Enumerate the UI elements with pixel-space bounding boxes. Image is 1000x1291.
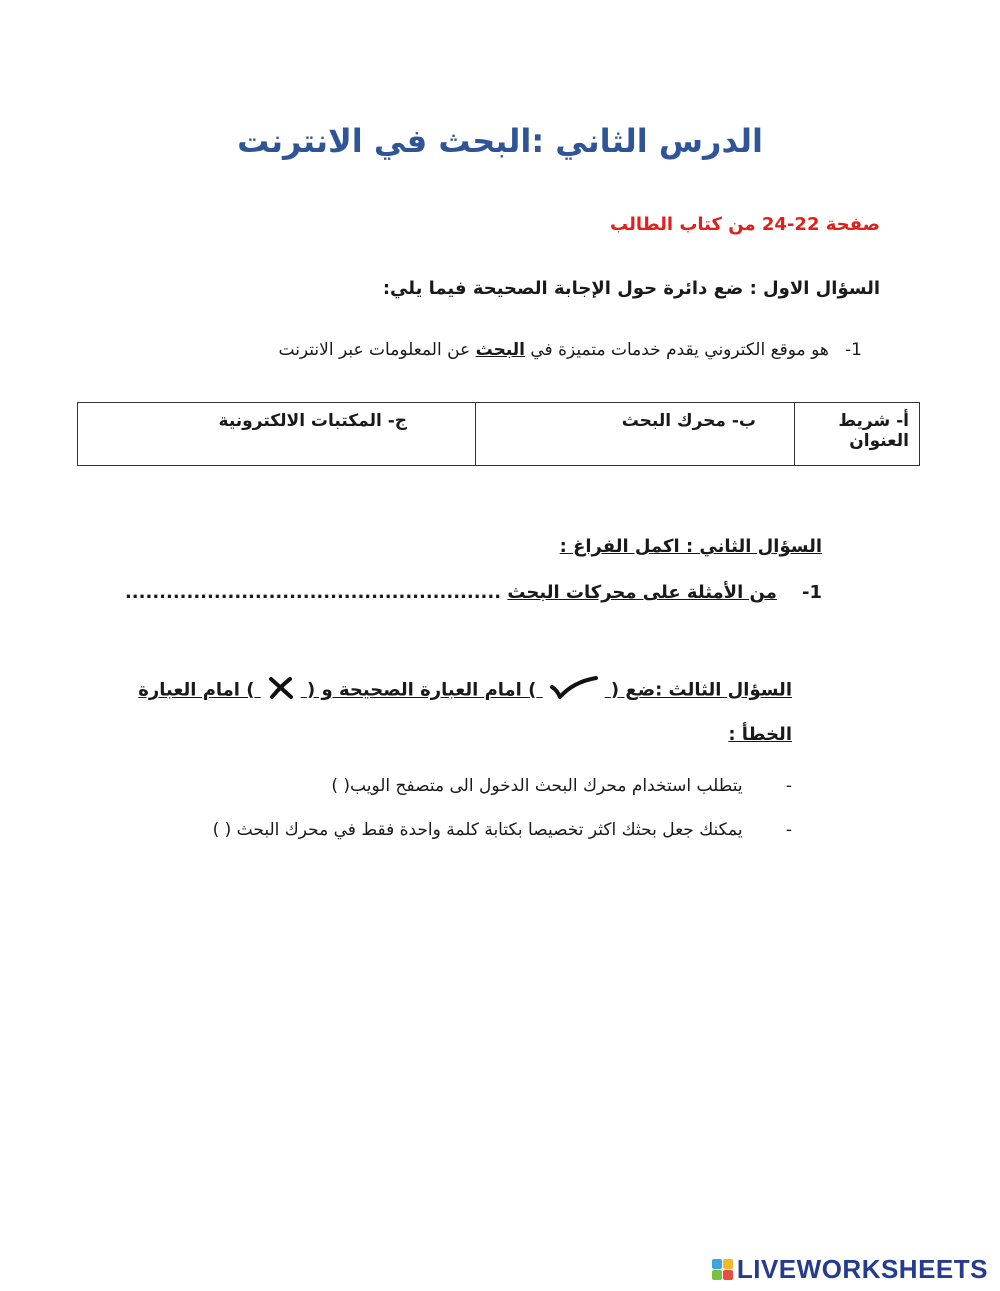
options-table (77, 402, 920, 466)
answer-blank[interactable]: ....................................................... (124, 582, 502, 603)
question3-heading (138, 676, 792, 705)
question1-item-keyword: البحث (475, 340, 525, 360)
option-a[interactable]: أ- شريط العنوان (795, 403, 920, 466)
page-reference: صفحة 22-24 من كتاب الطالب (610, 214, 880, 235)
liveworksheets-logo-icon (712, 1259, 733, 1280)
option-b[interactable]: ب- محرك البحث (476, 403, 795, 466)
question2-item-number: 1- (801, 582, 822, 603)
statement-1 (331, 776, 792, 796)
statement-dash: - (785, 776, 792, 796)
question3-heading-part2: ) امام العبارة الصحيحة و ( (307, 679, 537, 701)
question1-heading: السؤال الاول : ضع دائرة حول الإجابة الصحيحة فيما يلي: (382, 278, 880, 299)
checkmark-icon (549, 676, 599, 705)
page-title: الدرس الثاني :البحث في الانترنت (237, 122, 763, 160)
question2-heading: السؤال الثاني : اكمل الفراغ : (559, 536, 822, 557)
option-c[interactable]: ج- المكتبات الالكترونية (78, 403, 476, 466)
statement-text[interactable]: يمكنك جعل بحثك اكثر تخصيصا بكتابة كلمة واحدة فقط في محرك البحث ( ) (212, 820, 743, 840)
question3-heading-part1: السؤال الثالث :ضع ( (610, 679, 792, 701)
question1-item-text-after: عن المعلومات عبر الانترنت (278, 340, 471, 360)
question3-heading-part3: ) امام العبارة (138, 679, 255, 701)
brand-name: LIVEWORKSHEETS (736, 1254, 988, 1284)
question1-item-text-before: هو موقع الكتروني يقدم خدمات متميزة في (530, 340, 829, 360)
statement-dash: - (785, 820, 792, 840)
question1-item-number: 1- (845, 340, 862, 360)
question3-heading-line2: الخطأ : (728, 724, 792, 745)
question2-item-text: من الأمثلة على محركات البحث (507, 582, 777, 603)
statement-2 (213, 820, 792, 840)
statement-text[interactable]: يتطلب استخدام محرك البحث الدخول الى متصفح الويب( ) (331, 776, 743, 796)
question1-item (279, 340, 863, 360)
cross-icon (267, 676, 295, 705)
question2-item (125, 582, 822, 603)
footer-brand (712, 1254, 988, 1285)
